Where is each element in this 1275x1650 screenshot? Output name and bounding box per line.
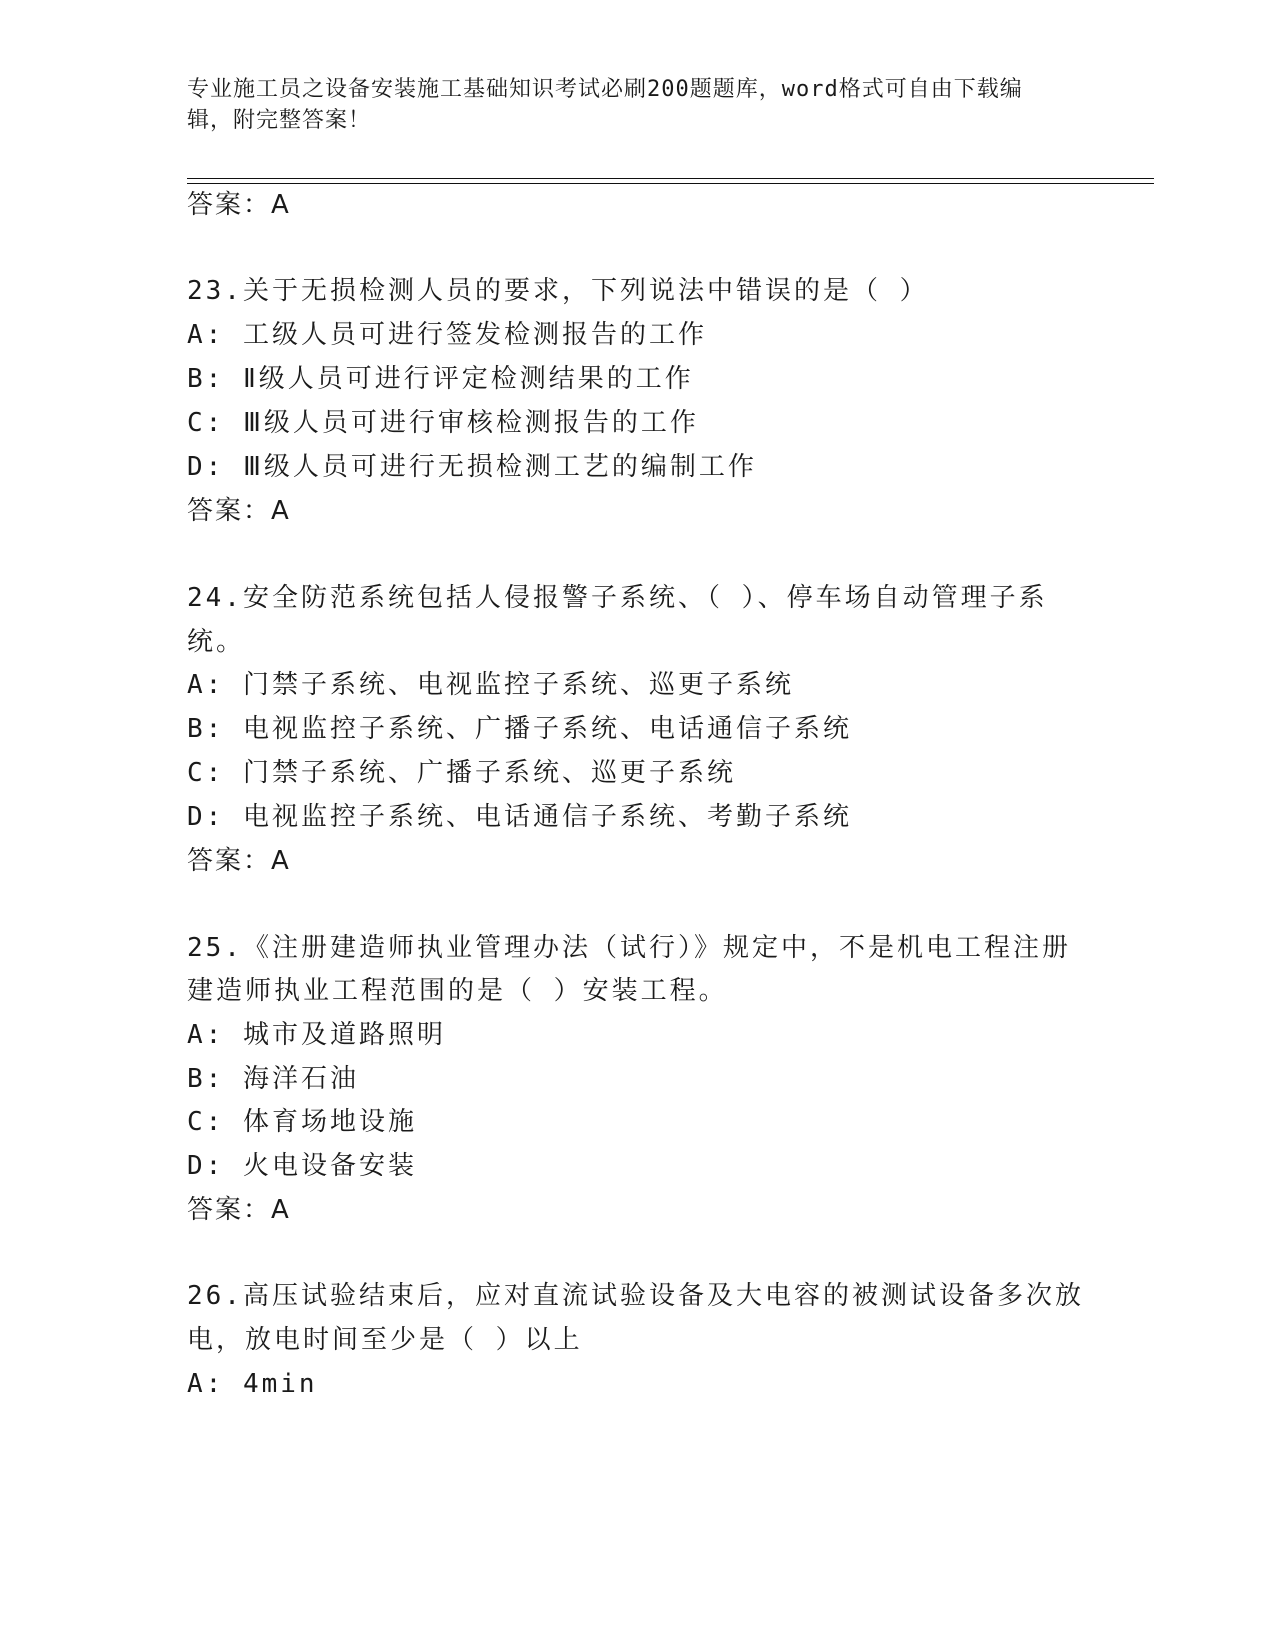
header-rule-top bbox=[187, 178, 1154, 179]
question-23-stem: 23.关于无损检测人员的要求，下列说法中错误的是（ ） bbox=[187, 276, 929, 306]
question-23-option-b: B: Ⅱ级人员可进行评定检测结果的工作 bbox=[187, 364, 694, 394]
question-26-stem: 26.高压试验结束后，应对直流试验设备及大电容的被测试设备多次放 bbox=[187, 1281, 1084, 1311]
question-23-option-d: D: Ⅲ级人员可进行无损检测工艺的编制工作 bbox=[187, 452, 757, 482]
question-23-answer: 答案：A bbox=[187, 496, 291, 526]
question-25-option-a: A: 城市及道路照明 bbox=[187, 1020, 446, 1050]
question-24-option-d: D: 电视监控子系统、电话通信子系统、考勤子系统 bbox=[187, 802, 852, 832]
question-24-option-b: B: 电视监控子系统、广播子系统、电话通信子系统 bbox=[187, 714, 852, 744]
question-26-option-a: A: 4min bbox=[187, 1369, 318, 1399]
question-24-option-a: A: 门禁子系统、电视监控子系统、巡更子系统 bbox=[187, 670, 794, 700]
question-25-option-c: C: 体育场地设施 bbox=[187, 1107, 417, 1137]
question-24-option-c: C: 门禁子系统、广播子系统、巡更子系统 bbox=[187, 758, 736, 788]
question-25-answer: 答案：A bbox=[187, 1195, 291, 1225]
question-23-option-c: C: Ⅲ级人员可进行审核检测报告的工作 bbox=[187, 408, 699, 438]
question-26-stem-cont: 电，放电时间至少是（ ）以上 bbox=[187, 1325, 583, 1355]
question-24-answer: 答案：A bbox=[187, 846, 291, 876]
question-24-stem-cont: 统。 bbox=[187, 627, 246, 657]
question-24-stem: 24.安全防范系统包括人侵报警子系统、（ ）、停车场自动管理子系 bbox=[187, 583, 1048, 613]
question-25-option-d: D: 火电设备安装 bbox=[187, 1151, 417, 1181]
question-25-stem: 25.《注册建造师执业管理办法（试行）》规定中，不是机电工程注册 bbox=[187, 933, 1071, 963]
question-25-option-b: B: 海洋石油 bbox=[187, 1064, 359, 1094]
question-25-stem-cont: 建造师执业工程范围的是（ ）安装工程。 bbox=[187, 976, 728, 1006]
answer-prev: 答案：A bbox=[187, 190, 291, 220]
header-rule-bottom bbox=[187, 183, 1154, 184]
document-header: 专业施工员之设备安装施工基础知识考试必刷200题题库，word格式可自由下载编辑，附完整答案！ bbox=[187, 77, 1023, 133]
question-23-option-a: A: 工级人员可进行签发检测报告的工作 bbox=[187, 320, 707, 350]
